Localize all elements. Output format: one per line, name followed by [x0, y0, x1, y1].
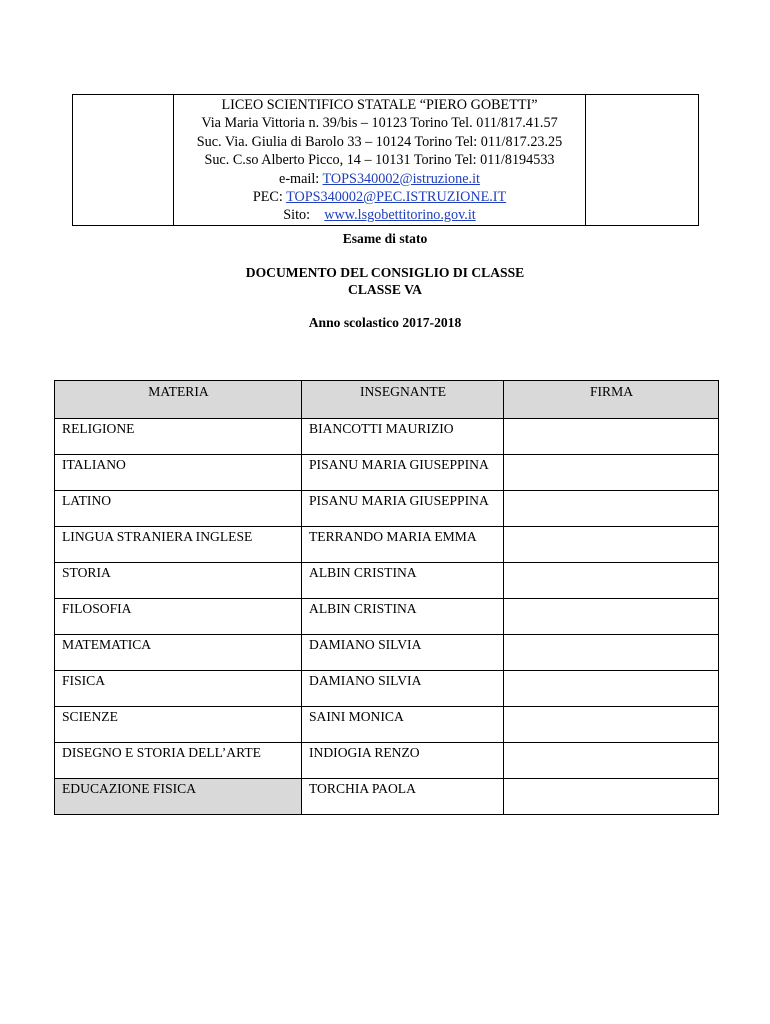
school-header-table	[72, 94, 699, 226]
site-link[interactable]: www.lsgobettitorino.gov.it	[324, 207, 476, 224]
subject-cell: LATINO	[55, 491, 302, 527]
signature-cell[interactable]	[504, 455, 719, 491]
header-insegnante: INSEGNANTE	[302, 381, 504, 419]
subjects-body	[55, 419, 719, 815]
signature-cell[interactable]	[504, 635, 719, 671]
school-address-main: Via Maria Vittoria n. 39/bis – 10123 Torino Tel. 011/817.41.57	[201, 115, 558, 132]
teacher-cell: TORCHIA PAOLA	[302, 779, 504, 815]
signature-cell[interactable]	[504, 671, 719, 707]
subject-cell: FISICA	[55, 671, 302, 707]
table-row	[55, 455, 719, 491]
subjects-table	[54, 380, 719, 815]
teacher-cell: INDIOGIA RENZO	[302, 743, 504, 779]
school-year: Anno scolastico 2017-2018	[308, 315, 462, 330]
table-row	[55, 563, 719, 599]
signature-cell[interactable]	[504, 527, 719, 563]
table-row	[55, 779, 719, 815]
table-row	[55, 419, 719, 455]
document-title: DOCUMENTO DEL CONSIGLIO DI CLASSE	[245, 265, 525, 280]
subject-cell: MATEMATICA	[55, 635, 302, 671]
school-name: LICEO SCIENTIFICO STATALE “PIERO GOBETTI”	[221, 97, 538, 113]
header-firma: FIRMA	[504, 381, 719, 419]
email-label: e-mail:	[279, 170, 323, 187]
pec-link[interactable]: TOPS340002@PEC.ISTRUZIONE.IT	[286, 189, 507, 206]
signature-cell[interactable]	[504, 419, 719, 455]
header-right-cell	[586, 95, 699, 226]
site-label: Sito:	[283, 207, 325, 224]
teacher-cell: BIANCOTTI MAURIZIO	[302, 419, 504, 455]
subject-cell: FILOSOFIA	[55, 599, 302, 635]
signature-cell[interactable]	[504, 599, 719, 635]
table-row	[55, 671, 719, 707]
teacher-cell: TERRANDO MARIA EMMA	[302, 527, 504, 563]
signature-cell[interactable]	[504, 779, 719, 815]
document-title-block	[0, 264, 770, 298]
school-info-cell	[174, 95, 586, 226]
email-line	[174, 170, 585, 188]
teacher-cell: ALBIN CRISTINA	[302, 563, 504, 599]
table-row	[55, 707, 719, 743]
header-materia: MATERIA	[55, 381, 302, 419]
teacher-cell: DAMIANO SILVIA	[302, 635, 504, 671]
pec-label: PEC:	[252, 189, 287, 206]
signature-cell[interactable]	[504, 743, 719, 779]
subject-cell: ITALIANO	[55, 455, 302, 491]
teacher-cell: DAMIANO SILVIA	[302, 671, 504, 707]
class-title: CLASSE VA	[348, 282, 422, 297]
exam-title: Esame di stato	[342, 231, 428, 246]
teacher-cell: PISANU MARIA GIUSEPPINA	[302, 491, 504, 527]
teacher-cell: PISANU MARIA GIUSEPPINA	[302, 455, 504, 491]
school-address-branch-1: Suc. Via. Giulia di Barolo 33 – 10124 Torino Tel: 011/817.23.25	[196, 133, 563, 150]
subject-cell: RELIGIONE	[55, 419, 302, 455]
teacher-cell: ALBIN CRISTINA	[302, 599, 504, 635]
signature-cell[interactable]	[504, 563, 719, 599]
email-link[interactable]: TOPS340002@istruzione.it	[322, 170, 480, 187]
subject-cell: EDUCAZIONE FISICA	[55, 779, 302, 815]
subject-cell: SCIENZE	[55, 707, 302, 743]
school-address-branch-2: Suc. C.so Alberto Picco, 14 – 10131 Torino Tel: 011/8194533	[204, 152, 555, 169]
teacher-cell: SAINI MONICA	[302, 707, 504, 743]
table-row	[55, 527, 719, 563]
pec-line	[174, 188, 585, 206]
table-row	[55, 635, 719, 671]
table-row	[55, 491, 719, 527]
subject-cell: DISEGNO E STORIA DELL’ARTE	[55, 743, 302, 779]
subject-cell: LINGUA STRANIERA INGLESE	[55, 527, 302, 563]
subjects-header-row	[55, 381, 719, 419]
table-row	[55, 599, 719, 635]
subject-cell: STORIA	[55, 563, 302, 599]
site-line	[174, 206, 585, 224]
signature-cell[interactable]	[504, 707, 719, 743]
table-row	[55, 743, 719, 779]
signature-cell[interactable]	[504, 491, 719, 527]
header-left-cell	[73, 95, 174, 226]
